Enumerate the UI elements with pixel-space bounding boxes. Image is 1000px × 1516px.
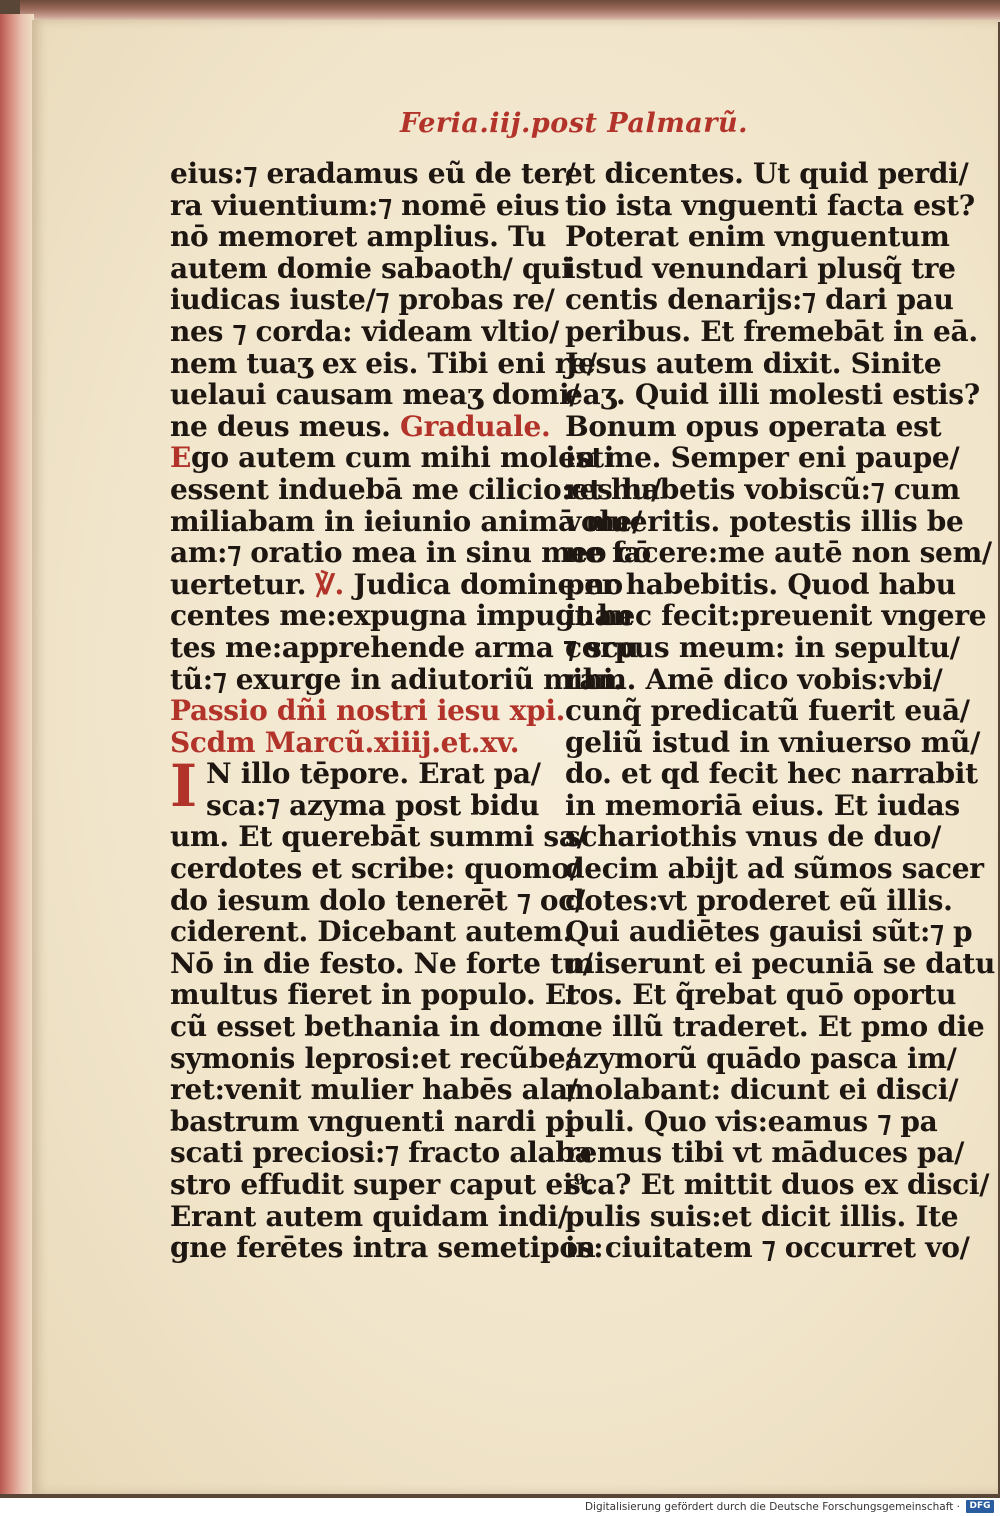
text-line: et dicentes. Ut quid perdi/ [565, 157, 969, 190]
text-line: res habetis vobiscũ:⁊ cum [565, 472, 960, 506]
versicle-mark: ℣. [315, 567, 344, 601]
text-line: geliũ istud in vniuerso mũ/ [565, 725, 981, 759]
text-line: cerdotes et scribe: quomo/ [170, 852, 580, 886]
text-line: nem tuaʒ ex eis. Tibi eni re/ [170, 346, 597, 380]
text-line: Erant autem quidam indi/ [170, 1199, 568, 1233]
text-line: dotes:vt proderet eũ illis. [565, 883, 953, 917]
passio-heading-line: Scdm Marcũ.xiiij.et.xv. [170, 725, 520, 759]
text-line: corpus meum: in sepultu/ [565, 630, 960, 664]
text-line: ret:venit mulier habēs ala/ [170, 1073, 578, 1107]
book-left-edge [0, 14, 34, 1494]
text-line: eaʒ. Quid illi molesti estis? [565, 378, 980, 412]
text-line: do. et qd fecit hec narrabit [565, 757, 978, 791]
text-line: ram. Amē dico vobis:vbi/ [565, 662, 943, 696]
text-line: cunq̃ predicatũ fuerit euā/ [565, 694, 970, 728]
text-line: symonis leprosi:et recũbe/ [170, 1041, 576, 1075]
text-segment: N illo tēpore. Erat pa/ [206, 757, 541, 791]
text-line: volueritis. potestis illis be [565, 504, 964, 538]
text-line: tes me:apprehende arma ⁊ scu [170, 630, 639, 664]
text-line: nes ⁊ corda: videam vltio/ [170, 314, 560, 348]
text-line: um. Et querebāt summi sa/ [170, 820, 587, 854]
text-line: ciderent. Dicebant autem. [170, 915, 573, 949]
text-line: stro effudit super caput ei⁹. [170, 1168, 595, 1201]
funding-credit: Digitalisierung gefördert durch die Deutsche Forschungsgemeinschaft · [584, 1501, 960, 1513]
graduale-label: Graduale. [400, 409, 551, 443]
text-line: Poterat enim vnguentum [565, 220, 950, 254]
text-line: multus fieret in populo. Et [170, 978, 579, 1012]
text-line: do iesum dolo tenerēt ⁊ oc/ [170, 883, 585, 917]
text-line: molabant: dicunt ei disci/ [565, 1073, 959, 1107]
running-head: Feria.iij.post Palmarũ. [400, 108, 749, 139]
text-line: miliabam in ieiunio animā me/ [170, 504, 643, 538]
graduale-initial: E [170, 441, 192, 475]
text-line: Jesus autem dixit. Sinite [565, 346, 942, 380]
text-line: ros. Et q̃rebat quō oportu [565, 978, 957, 1012]
text-line: essent induebā me cilicio:et hu/ [170, 472, 662, 506]
text-line: tio ista vnguenti facta est? [565, 188, 975, 222]
right-column [565, 157, 996, 1265]
text-line: centes me:expugna impugnan [170, 599, 633, 633]
text-segment: ne deus meus. [170, 409, 391, 443]
text-line [170, 409, 551, 443]
text-line: Bonum opus operata est [565, 409, 942, 443]
text-line: Nō in die festo. Ne forte tu/ [170, 946, 593, 980]
text-line: schariothis vnus de duo/ [565, 820, 942, 854]
text-line: in me. Semper eni paupe/ [565, 441, 960, 475]
text-line: pulis suis:et dicit illis. Ite [565, 1199, 959, 1233]
text-line: decim abijt ad sũmos sacer [565, 852, 984, 886]
text-line [170, 441, 615, 475]
text-line: centis denarijs:⁊ dari pau [565, 283, 954, 317]
text-line: iudicas iuste/⁊ probas re/ [170, 283, 555, 317]
left-column [170, 157, 662, 1265]
text-line: it hec fecit:preuenit vngere [565, 599, 987, 633]
text-line: sca:⁊ azyma post bidu [206, 788, 540, 822]
text-line: gne ferētes intra semetipos: [170, 1231, 604, 1265]
text-line: sca? Et mittit duos ex disci/ [565, 1168, 990, 1201]
text-line: azymorũ quādo pasca im/ [565, 1041, 957, 1075]
text-line: remus tibi vt māduces pa/ [565, 1136, 965, 1170]
text-line: ne facere:me autē non sem/ [565, 536, 992, 570]
passio-heading-line: Passio dñi nostri iesu xpi. [170, 694, 566, 728]
text-line: bastrum vnguenti nardi pi [170, 1104, 575, 1138]
text-segment: uertetur. [170, 567, 307, 601]
text-line: cũ esset bethania in domo [170, 1010, 575, 1044]
text-segment: go autem cum mihi molesti [191, 441, 615, 475]
text-line: autem domie sabaoth/ qui [170, 251, 572, 285]
gospel-initial: I [170, 752, 197, 821]
text-line: am:⁊ oratio mea in sinu meo cō [170, 536, 651, 570]
text-segment: Judica domine no [353, 567, 623, 601]
text-line: Qui audiētes gauisi sũt:⁊ p [565, 915, 973, 949]
text-line: eius:⁊ eradamus eũ de ter/ [170, 157, 576, 190]
text-line: in memoriā eius. Et iudas [565, 788, 960, 822]
text-line: istud venundari plusq̃ tre [565, 251, 956, 285]
text-line: miserunt ei pecuniā se datu [565, 946, 996, 980]
text-line: per habebitis. Quod habu [565, 567, 956, 601]
text-line: puli. Quo vis:eamus ⁊ pa [565, 1104, 938, 1138]
book-top-edge [20, 0, 1000, 22]
text-line: ra viuentium:⁊ nomē eius [170, 188, 560, 222]
text-line: peribus. Et fremebāt in eā. [565, 314, 978, 348]
text-line: tũ:⁊ exurge in adiutoriũ mihi. [170, 662, 623, 696]
text-line: scati preciosi:⁊ fracto alaba [170, 1136, 593, 1170]
dfg-logo: DFG [966, 1500, 994, 1513]
text-line: uelaui causam meaʒ domi/ [170, 378, 580, 412]
text-line [170, 567, 623, 601]
text-line: in ciuitatem ⁊ occurret vo/ [565, 1231, 970, 1265]
text-line: ne illũ traderet. Et pmo die [565, 1010, 985, 1044]
text-line: nō memoret amplius. Tu [170, 220, 547, 254]
